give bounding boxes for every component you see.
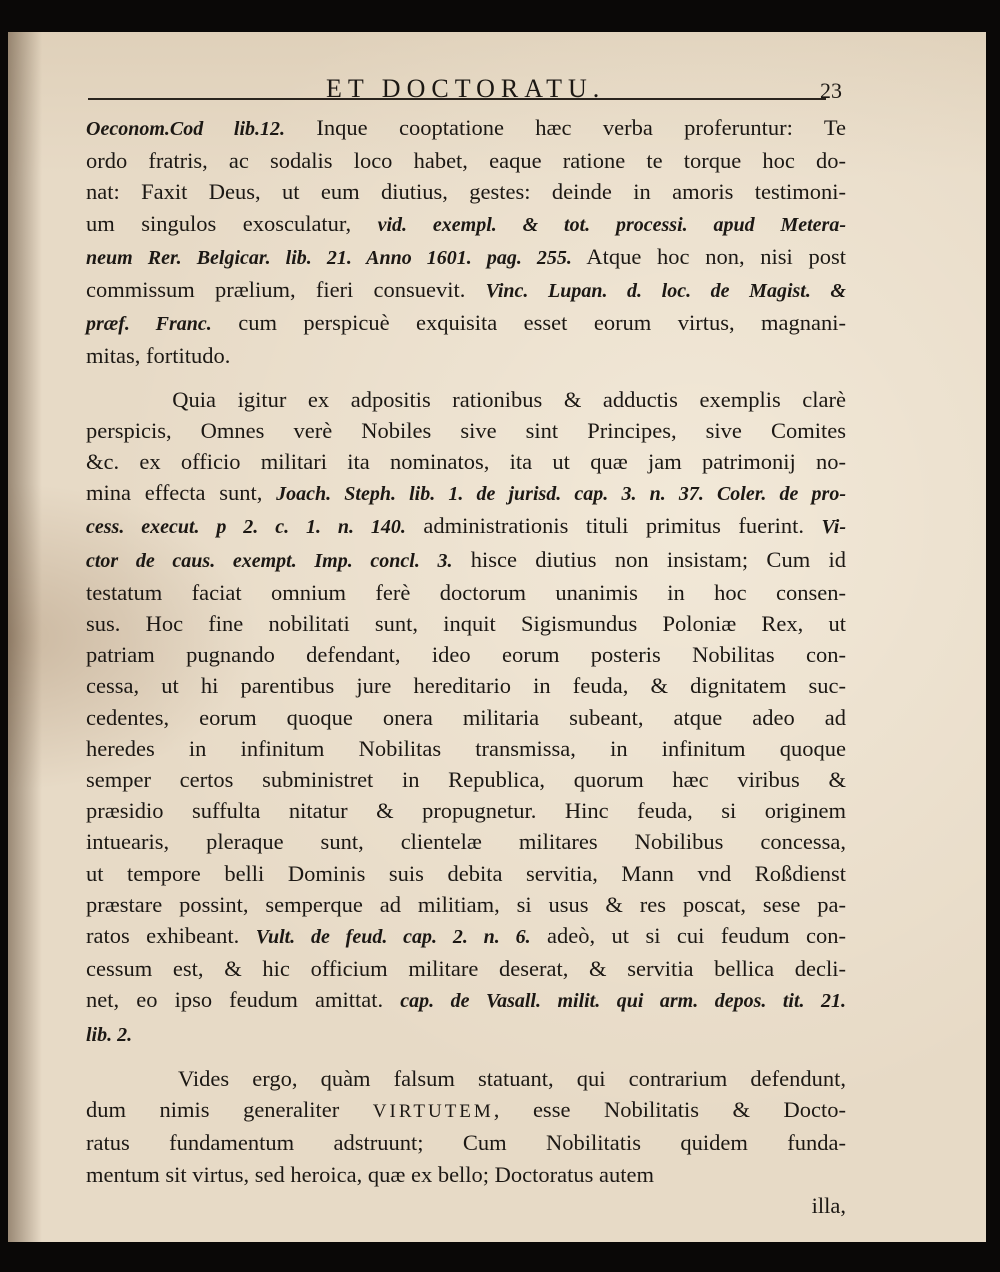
text-line: [86, 953, 846, 984]
text-line: [86, 446, 846, 477]
text-line: [86, 702, 846, 733]
text-line: [86, 826, 846, 857]
citation: præf. Franc.: [86, 313, 212, 336]
text-run: dum nimis generaliter: [86, 1097, 373, 1123]
paragraph: [86, 112, 846, 372]
text-run: hisce diutius non insistam; Cum id: [452, 546, 846, 572]
text-run: sus. Hoc fine nobilitati sunt, inquit Sigismundus Poloniæ Rex, ut: [86, 611, 846, 637]
text-run: ratos exhibeant.: [86, 923, 256, 949]
text-run: commissum prælium, fieri consuevit.: [86, 277, 486, 303]
text-run: ordo fratris, ac sodalis loco habet, eaque ratione te torque hoc do-: [86, 148, 846, 174]
text-run: Quia igitur ex adpositis rationibus & adductis exemplis clarè: [86, 386, 846, 412]
text-run: ratus fundamentum adstruunt; Cum Nobilitatis quidem funda-: [86, 1130, 846, 1156]
text-line: [86, 920, 846, 953]
citation: cap. de Vasall. milit. qui arm. depos. tit. 21.: [400, 990, 846, 1013]
text-line: [86, 858, 846, 889]
text-run: mentum sit virtus, sed heroica, quæ ex bello; Doctoratus autem: [86, 1161, 655, 1187]
text-line: [86, 510, 846, 543]
text-run: cessa, ut hi parentibus jure hereditario in feuda, & dignitatem suc-: [86, 673, 846, 699]
citation: Vinc. Lupan. d. loc. de Magist. &: [485, 280, 846, 303]
text-line: [86, 112, 846, 145]
text-line: [86, 384, 846, 415]
text-run: nat: Faxit Deus, ut eum diutius, gestes: deinde in amoris testimoni-: [86, 179, 846, 205]
citation: ctor de caus. exempt. Imp. concl. 3.: [86, 549, 453, 572]
text-line: [86, 241, 846, 274]
text-run: perspicis, Omnes verè Nobiles sive sint Principes, sive Comites: [86, 417, 846, 443]
page-header: [8, 70, 986, 110]
text-run: testatum faciat omnium ferè doctorum unanimis in hoc consen-: [86, 579, 846, 605]
paragraph: [86, 1063, 846, 1190]
text-line: [86, 1063, 846, 1094]
text-run: cedentes, eorum quoque onera militaria subeant, atque adeo ad: [86, 704, 846, 730]
text-line: [86, 274, 846, 307]
text-line: [86, 1018, 846, 1051]
citation: Vi-: [821, 516, 846, 539]
text-run: mina effecta sunt,: [86, 480, 277, 506]
text-line: [86, 208, 846, 241]
text-run: , esse Nobilitatis & Docto-: [493, 1097, 846, 1123]
text-line: [86, 145, 846, 176]
text-line: [86, 1159, 846, 1190]
text-line: [86, 577, 846, 608]
citation: Oeconom.Cod lib.12.: [86, 118, 286, 140]
text-run: Atque hoc non, nisi post: [571, 243, 847, 269]
text-run: cum perspicuè exquisita esset eorum virtus, magnani-: [211, 310, 846, 336]
text-line: [86, 670, 846, 701]
text-run: &c. ex officio militari ita nominatos, ita ut quæ jam patrimonij no-: [86, 449, 846, 475]
text-line: [86, 608, 846, 639]
text-run: Inque cooptatione hæc verba proferuntur: Te: [285, 115, 846, 140]
text-line: [86, 477, 846, 510]
citation: neum Rer. Belgicar. lib. 21. Anno 1601. pag. 255.: [86, 246, 572, 269]
citation: vid. exempl. & tot. processi. apud Metera-: [377, 213, 846, 236]
text-line: [86, 307, 846, 340]
text-run: præstare possint, semperque ad militiam, si usus & res poscat, sese pa-: [86, 891, 846, 917]
citation: cess. execut. p 2. c. 1. n. 140.: [86, 516, 406, 539]
page-gutter-shadow: [8, 32, 42, 1242]
citation: Vult. de feud. cap. 2. n. 6.: [255, 926, 531, 949]
text-run: cessum est, & hic officium militare deserat, & servitia bellica decli-: [86, 956, 846, 982]
text-run: um singulos exosculatur,: [86, 210, 378, 236]
text-line: [86, 639, 846, 670]
text-run: intuearis, pleraque sunt, clientelæ militares Nobilibus concessa,: [86, 829, 846, 855]
header-rule: [88, 98, 826, 100]
page-number: 23: [820, 78, 842, 103]
text-run: semper certos subministret in Republica, quorum hæc viribus &: [86, 767, 846, 793]
text-line: [86, 733, 846, 764]
text-line: [86, 984, 846, 1017]
citation: Joach. Steph. lib. 1. de jurisd. cap. 3. n. 37. Coler. de pro-: [276, 483, 846, 506]
text-run: patriam pugnando defendant, ideo eorum posteris Nobilitas con-: [86, 642, 846, 668]
text-run: administrationis tituli primitus fuerint.: [405, 513, 822, 539]
text-line: [86, 340, 846, 371]
text-line: [86, 764, 846, 795]
text-line: [86, 1094, 846, 1127]
text-line: [86, 1127, 846, 1158]
page-body: [86, 112, 846, 1221]
text-line: [86, 544, 846, 577]
text-run: net, eo ipso feudum amittat.: [86, 987, 401, 1013]
text-run: heredes in infinitum Nobilitas transmissa, in infinitum quoque: [86, 735, 846, 761]
text-line: [86, 795, 846, 826]
text-run: adeò, ut si cui feudum con-: [530, 923, 846, 949]
text-run: Vides ergo, quàm falsum statuant, qui contrarium defendunt,: [86, 1065, 846, 1091]
text-run: præsidio suffulta nitatur & propugnetur. Hinc feuda, si originem: [86, 798, 846, 824]
text-run: mitas, fortitudo.: [86, 343, 231, 369]
text-run: ut tempore belli Dominis suis debita servitia, Mann vnd Roßdienst: [86, 860, 846, 886]
citation: lib. 2.: [86, 1023, 133, 1046]
catchword: illa,: [811, 1192, 846, 1218]
text-line: [86, 176, 846, 207]
paragraph: [86, 384, 846, 1051]
text-line: [86, 415, 846, 446]
small-caps-term: VIRTUTEM: [372, 1101, 494, 1123]
running-title: ET DOCTORATU.: [326, 74, 606, 103]
book-page: [8, 32, 986, 1242]
text-line: [86, 889, 846, 920]
